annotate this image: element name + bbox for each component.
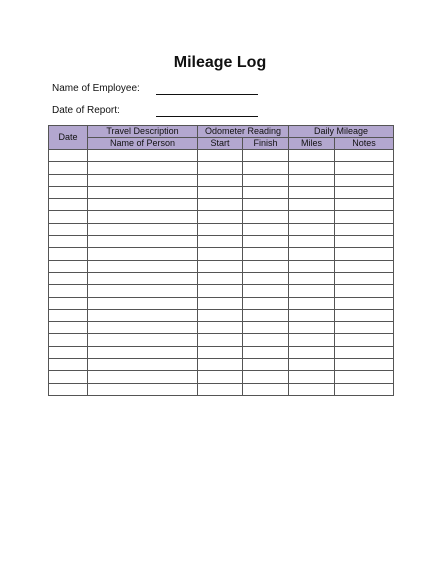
cell-finish[interactable] — [243, 223, 289, 235]
cell-miles[interactable] — [289, 236, 335, 248]
table-row — [49, 162, 394, 174]
cell-start[interactable] — [198, 285, 243, 297]
header-daily-mileage: Daily Mileage — [289, 126, 394, 138]
cell-finish[interactable] — [243, 383, 289, 395]
cell-notes[interactable] — [335, 297, 394, 309]
cell-notes[interactable] — [335, 150, 394, 162]
cell-date[interactable] — [49, 359, 88, 371]
cell-miles[interactable] — [289, 260, 335, 272]
cell-start[interactable] — [198, 346, 243, 358]
table-row — [49, 186, 394, 198]
cell-name-of-person[interactable] — [88, 272, 198, 284]
cell-start[interactable] — [198, 162, 243, 174]
cell-notes[interactable] — [335, 211, 394, 223]
table-row — [49, 150, 394, 162]
employee-name-label: Name of Employee: — [52, 83, 140, 94]
cell-date[interactable] — [49, 285, 88, 297]
cell-miles[interactable] — [289, 346, 335, 358]
table-row — [49, 371, 394, 383]
cell-miles[interactable] — [289, 334, 335, 346]
cell-date[interactable] — [49, 371, 88, 383]
cell-finish[interactable] — [243, 211, 289, 223]
cell-name-of-person[interactable] — [88, 297, 198, 309]
cell-date[interactable] — [49, 248, 88, 260]
cell-date[interactable] — [49, 272, 88, 284]
cell-start[interactable] — [198, 260, 243, 272]
employee-name-field[interactable] — [156, 94, 258, 95]
cell-notes[interactable] — [335, 174, 394, 186]
cell-name-of-person[interactable] — [88, 186, 198, 198]
page-title: Mileage Log — [173, 54, 267, 71]
cell-finish[interactable] — [243, 285, 289, 297]
cell-finish[interactable] — [243, 199, 289, 211]
table-row — [49, 260, 394, 272]
cell-name-of-person[interactable] — [88, 211, 198, 223]
table-row — [49, 334, 394, 346]
cell-miles[interactable] — [289, 297, 335, 309]
cell-miles[interactable] — [289, 272, 335, 284]
table-body — [49, 150, 394, 396]
cell-name-of-person[interactable] — [88, 334, 198, 346]
cell-start[interactable] — [198, 199, 243, 211]
cell-finish[interactable] — [243, 174, 289, 186]
table-row — [49, 383, 394, 395]
cell-date[interactable] — [49, 174, 88, 186]
table-row — [49, 285, 394, 297]
cell-date[interactable] — [49, 211, 88, 223]
cell-start[interactable] — [198, 248, 243, 260]
table-subheader-row — [49, 138, 394, 150]
cell-name-of-person[interactable] — [88, 236, 198, 248]
cell-name-of-person[interactable] — [88, 285, 198, 297]
cell-notes[interactable] — [335, 309, 394, 321]
cell-notes[interactable] — [335, 371, 394, 383]
table-row — [49, 272, 394, 284]
cell-notes[interactable] — [335, 236, 394, 248]
mileage-table — [48, 125, 394, 396]
header-odometer-reading: Odometer Reading — [198, 126, 289, 138]
cell-finish[interactable] — [243, 150, 289, 162]
cell-finish[interactable] — [243, 322, 289, 334]
cell-start[interactable] — [198, 186, 243, 198]
header-miles: Miles — [289, 138, 335, 150]
table-row — [49, 346, 394, 358]
header-notes: Notes — [335, 138, 394, 150]
cell-miles[interactable] — [289, 248, 335, 260]
cell-miles[interactable] — [289, 285, 335, 297]
cell-name-of-person[interactable] — [88, 322, 198, 334]
table-row — [49, 236, 394, 248]
cell-finish[interactable] — [243, 371, 289, 383]
cell-start[interactable] — [198, 359, 243, 371]
cell-date[interactable] — [49, 322, 88, 334]
cell-notes[interactable] — [335, 260, 394, 272]
table-row — [49, 174, 394, 186]
cell-finish[interactable] — [243, 162, 289, 174]
cell-notes[interactable] — [335, 162, 394, 174]
cell-miles[interactable] — [289, 186, 335, 198]
cell-miles[interactable] — [289, 174, 335, 186]
cell-miles[interactable] — [289, 150, 335, 162]
cell-finish[interactable] — [243, 297, 289, 309]
table-header-row — [49, 126, 394, 138]
cell-notes[interactable] — [335, 285, 394, 297]
report-date-label: Date of Report: — [52, 105, 120, 116]
cell-notes[interactable] — [335, 334, 394, 346]
cell-miles[interactable] — [289, 359, 335, 371]
cell-miles[interactable] — [289, 383, 335, 395]
cell-start[interactable] — [198, 272, 243, 284]
cell-finish[interactable] — [243, 272, 289, 284]
cell-date[interactable] — [49, 186, 88, 198]
table-row — [49, 359, 394, 371]
cell-name-of-person[interactable] — [88, 162, 198, 174]
cell-start[interactable] — [198, 236, 243, 248]
report-date-field[interactable] — [156, 116, 258, 117]
cell-date[interactable] — [49, 236, 88, 248]
cell-notes[interactable] — [335, 346, 394, 358]
table-row — [49, 297, 394, 309]
cell-name-of-person[interactable] — [88, 309, 198, 321]
cell-name-of-person[interactable] — [88, 371, 198, 383]
cell-finish[interactable] — [243, 334, 289, 346]
cell-start[interactable] — [198, 223, 243, 235]
cell-finish[interactable] — [243, 236, 289, 248]
cell-name-of-person[interactable] — [88, 346, 198, 358]
cell-date[interactable] — [49, 297, 88, 309]
cell-name-of-person[interactable] — [88, 248, 198, 260]
header-travel-description: Travel Description — [88, 126, 198, 138]
cell-notes[interactable] — [335, 223, 394, 235]
cell-finish[interactable] — [243, 186, 289, 198]
cell-notes[interactable] — [335, 272, 394, 284]
cell-finish[interactable] — [243, 346, 289, 358]
cell-start[interactable] — [198, 334, 243, 346]
cell-name-of-person[interactable] — [88, 260, 198, 272]
table-row — [49, 322, 394, 334]
table-row — [49, 309, 394, 321]
cell-date[interactable] — [49, 162, 88, 174]
cell-name-of-person[interactable] — [88, 359, 198, 371]
table-row — [49, 211, 394, 223]
cell-date[interactable] — [49, 346, 88, 358]
cell-name-of-person[interactable] — [88, 174, 198, 186]
cell-notes[interactable] — [335, 322, 394, 334]
cell-name-of-person[interactable] — [88, 383, 198, 395]
cell-finish[interactable] — [243, 359, 289, 371]
cell-date[interactable] — [49, 334, 88, 346]
cell-name-of-person[interactable] — [88, 223, 198, 235]
cell-date[interactable] — [49, 150, 88, 162]
header-finish: Finish — [243, 138, 289, 150]
cell-notes[interactable] — [335, 383, 394, 395]
cell-start[interactable] — [198, 174, 243, 186]
cell-name-of-person[interactable] — [88, 199, 198, 211]
cell-start[interactable] — [198, 383, 243, 395]
cell-name-of-person[interactable] — [88, 150, 198, 162]
cell-miles[interactable] — [289, 223, 335, 235]
cell-date[interactable] — [49, 260, 88, 272]
cell-notes[interactable] — [335, 248, 394, 260]
cell-date[interactable] — [49, 309, 88, 321]
cell-notes[interactable] — [335, 359, 394, 371]
cell-finish[interactable] — [243, 260, 289, 272]
cell-start[interactable] — [198, 322, 243, 334]
cell-start[interactable] — [198, 211, 243, 223]
cell-start[interactable] — [198, 297, 243, 309]
cell-miles[interactable] — [289, 211, 335, 223]
cell-notes[interactable] — [335, 199, 394, 211]
cell-finish[interactable] — [243, 309, 289, 321]
table-row — [49, 248, 394, 260]
cell-miles[interactable] — [289, 309, 335, 321]
cell-miles[interactable] — [289, 199, 335, 211]
table-row — [49, 199, 394, 211]
cell-start[interactable] — [198, 150, 243, 162]
header-date: Date — [49, 126, 88, 150]
table-row — [49, 223, 394, 235]
header-name-of-person: Name of Person — [88, 138, 198, 150]
cell-miles[interactable] — [289, 371, 335, 383]
header-start: Start — [198, 138, 243, 150]
cell-start[interactable] — [198, 371, 243, 383]
cell-date[interactable] — [49, 223, 88, 235]
cell-miles[interactable] — [289, 322, 335, 334]
cell-start[interactable] — [198, 309, 243, 321]
cell-notes[interactable] — [335, 186, 394, 198]
cell-miles[interactable] — [289, 162, 335, 174]
cell-date[interactable] — [49, 383, 88, 395]
cell-finish[interactable] — [243, 248, 289, 260]
cell-date[interactable] — [49, 199, 88, 211]
